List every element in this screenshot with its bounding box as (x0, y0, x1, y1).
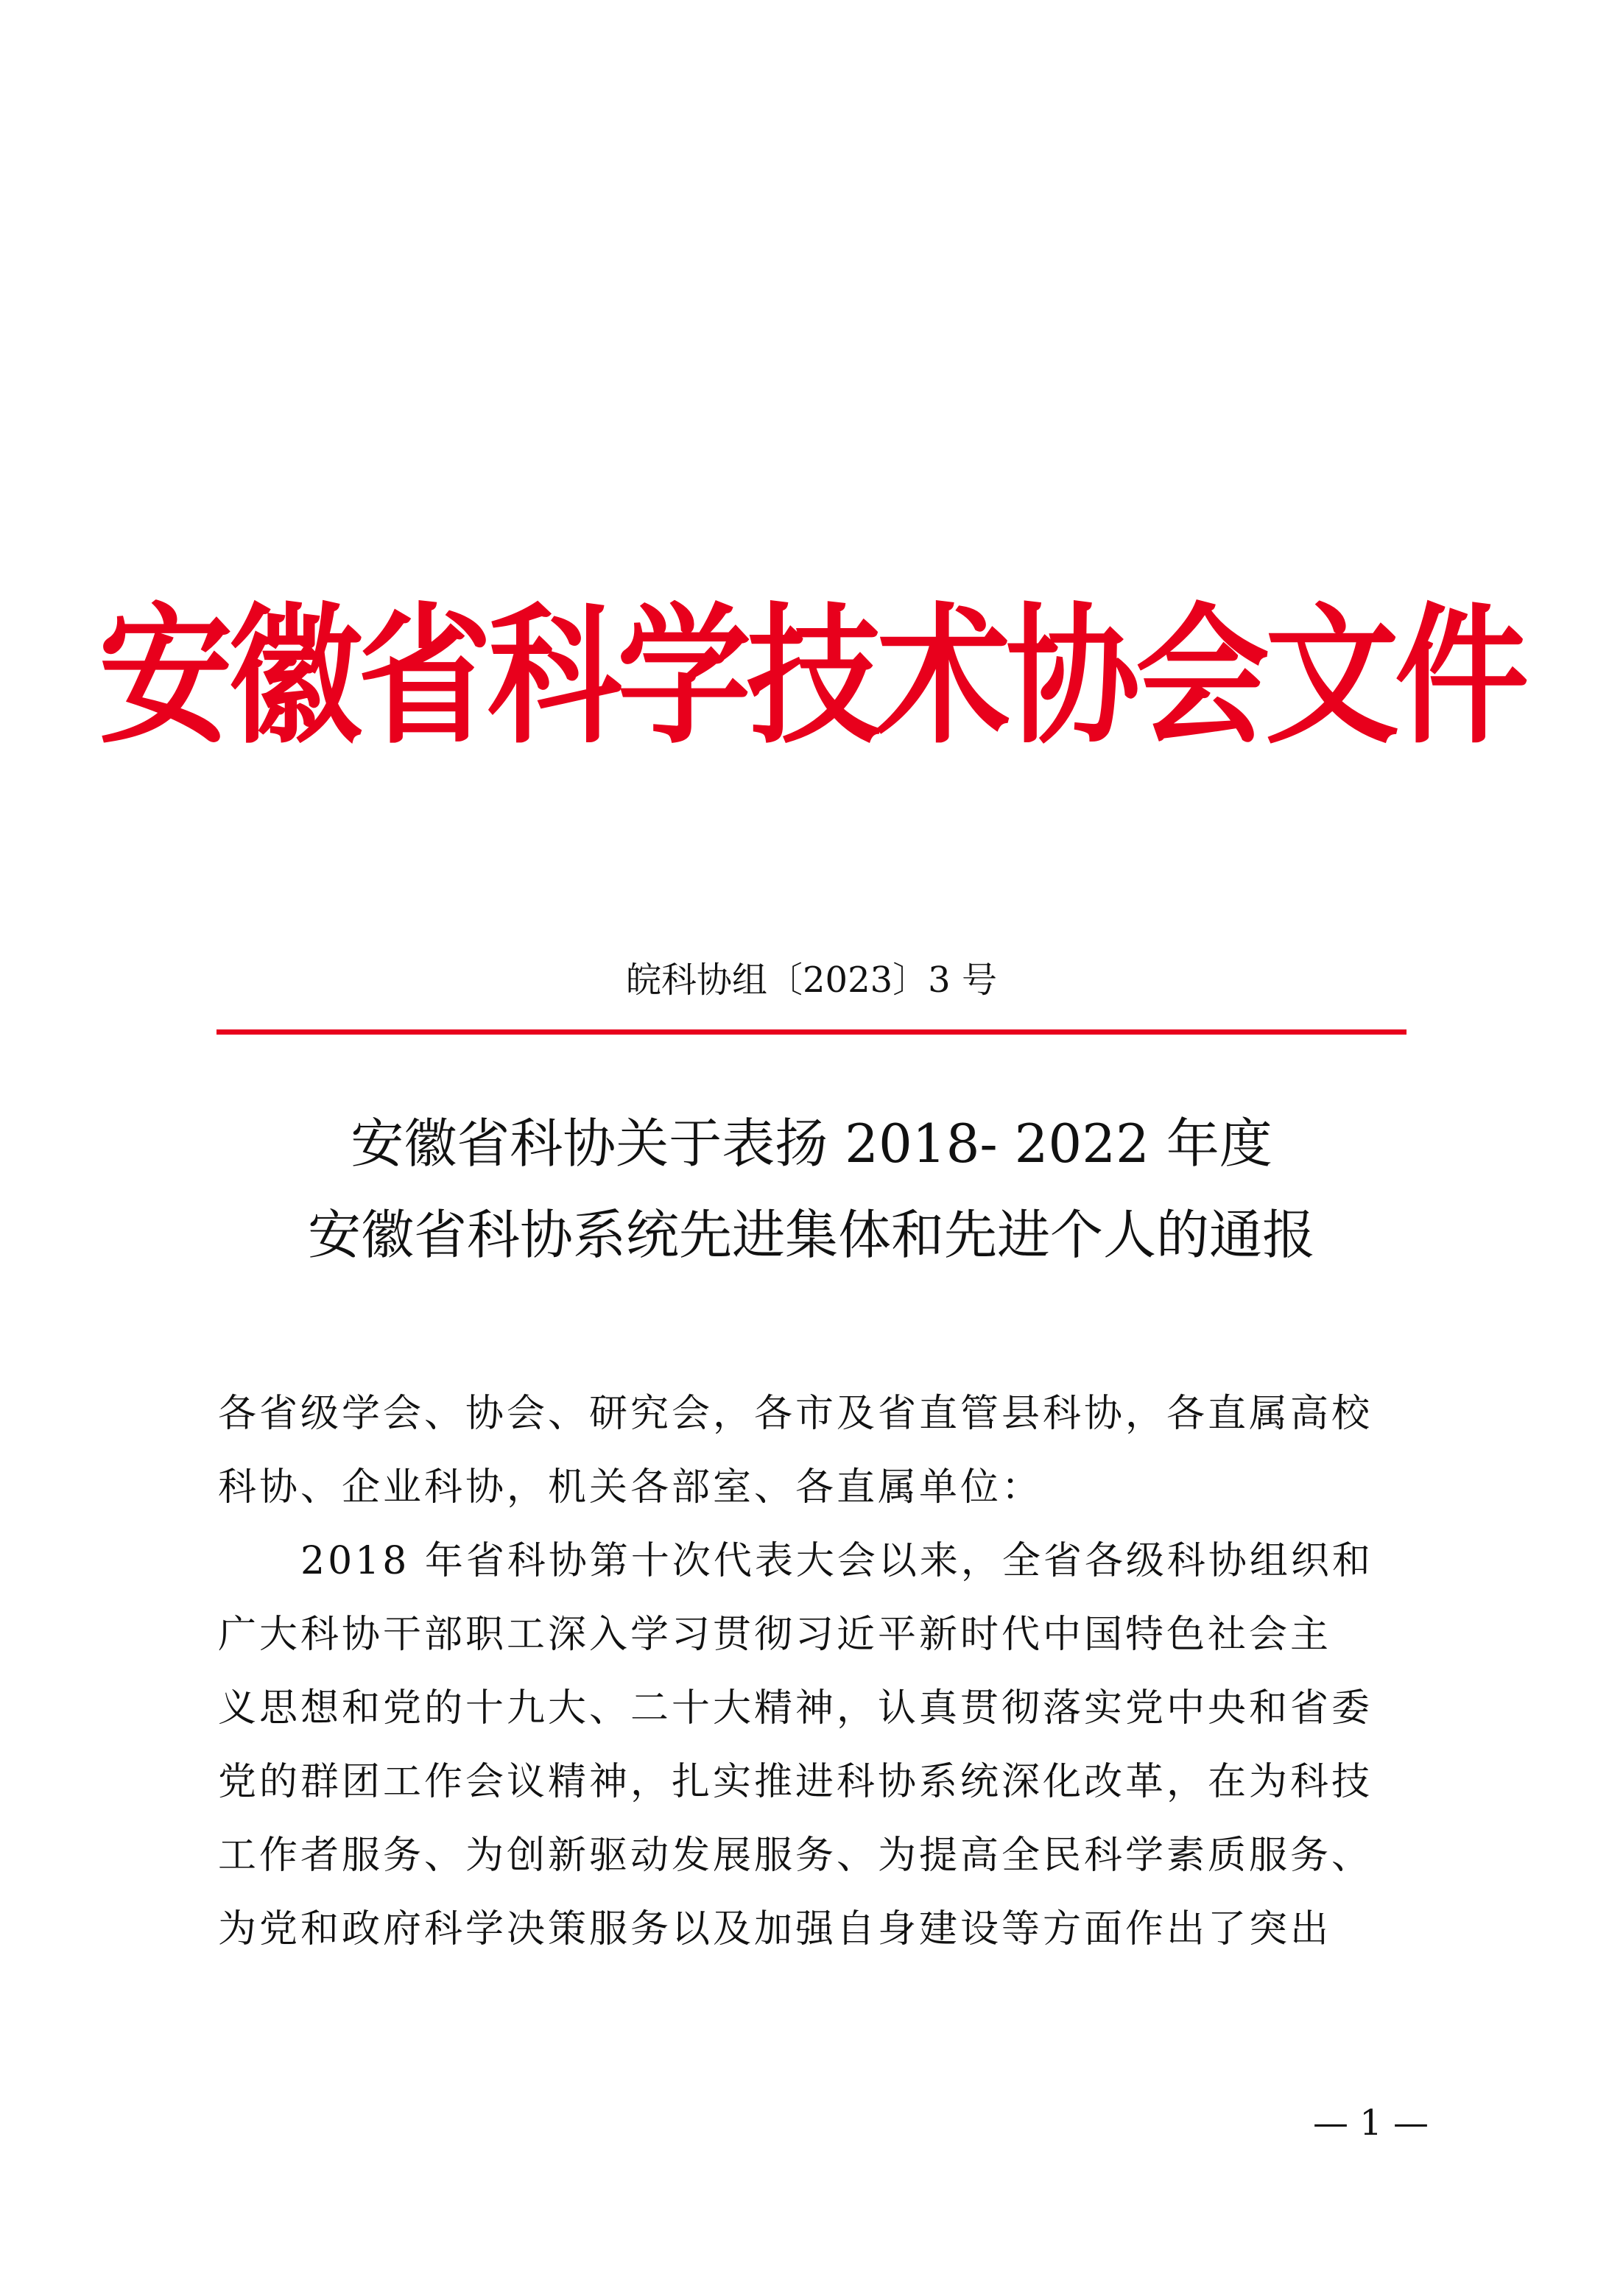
document-number: 皖科协组〔2023〕3 号 (626, 959, 997, 1001)
body-line: 义思想和党的十九大、二十大精神，认真贯彻落实党中央和省委 (218, 1686, 1373, 1730)
body-line: 广大科协干部职工深入学习贯彻习近平新时代中国特色社会主 (218, 1613, 1332, 1657)
notice-title-line-2: 安徽省科协系统先进集体和先进个人的通报 (307, 1204, 1315, 1266)
masthead-title: 安徽省科学技术协会文件 (99, 589, 1524, 764)
body-line: 科协、企业科协，机关各部室、各直属单位： (218, 1465, 1043, 1510)
page-number: — 1 — (1312, 2102, 1429, 2144)
body-line: 工作者服务、为创新驱动发展服务、为提高全民科学素质服务、 (218, 1834, 1373, 1878)
body-line: 各省级学会、协会、研究会，各市及省直管县科协，各直属高校 (218, 1392, 1373, 1436)
body-line: 2018 年省科协第十次代表大会以来，全省各级科协组织和 (218, 1539, 1373, 1583)
body-line: 为党和政府科学决策服务以及加强自身建设等方面作出了突出 (218, 1907, 1332, 1951)
red-divider-rule (216, 1029, 1407, 1035)
notice-title-line-1: 安徽省科协关于表扬 2018- 2022 年度 (351, 1113, 1272, 1175)
body-line: 党的群团工作会议精神，扎实推进科协系统深化改革，在为科技 (218, 1760, 1373, 1804)
